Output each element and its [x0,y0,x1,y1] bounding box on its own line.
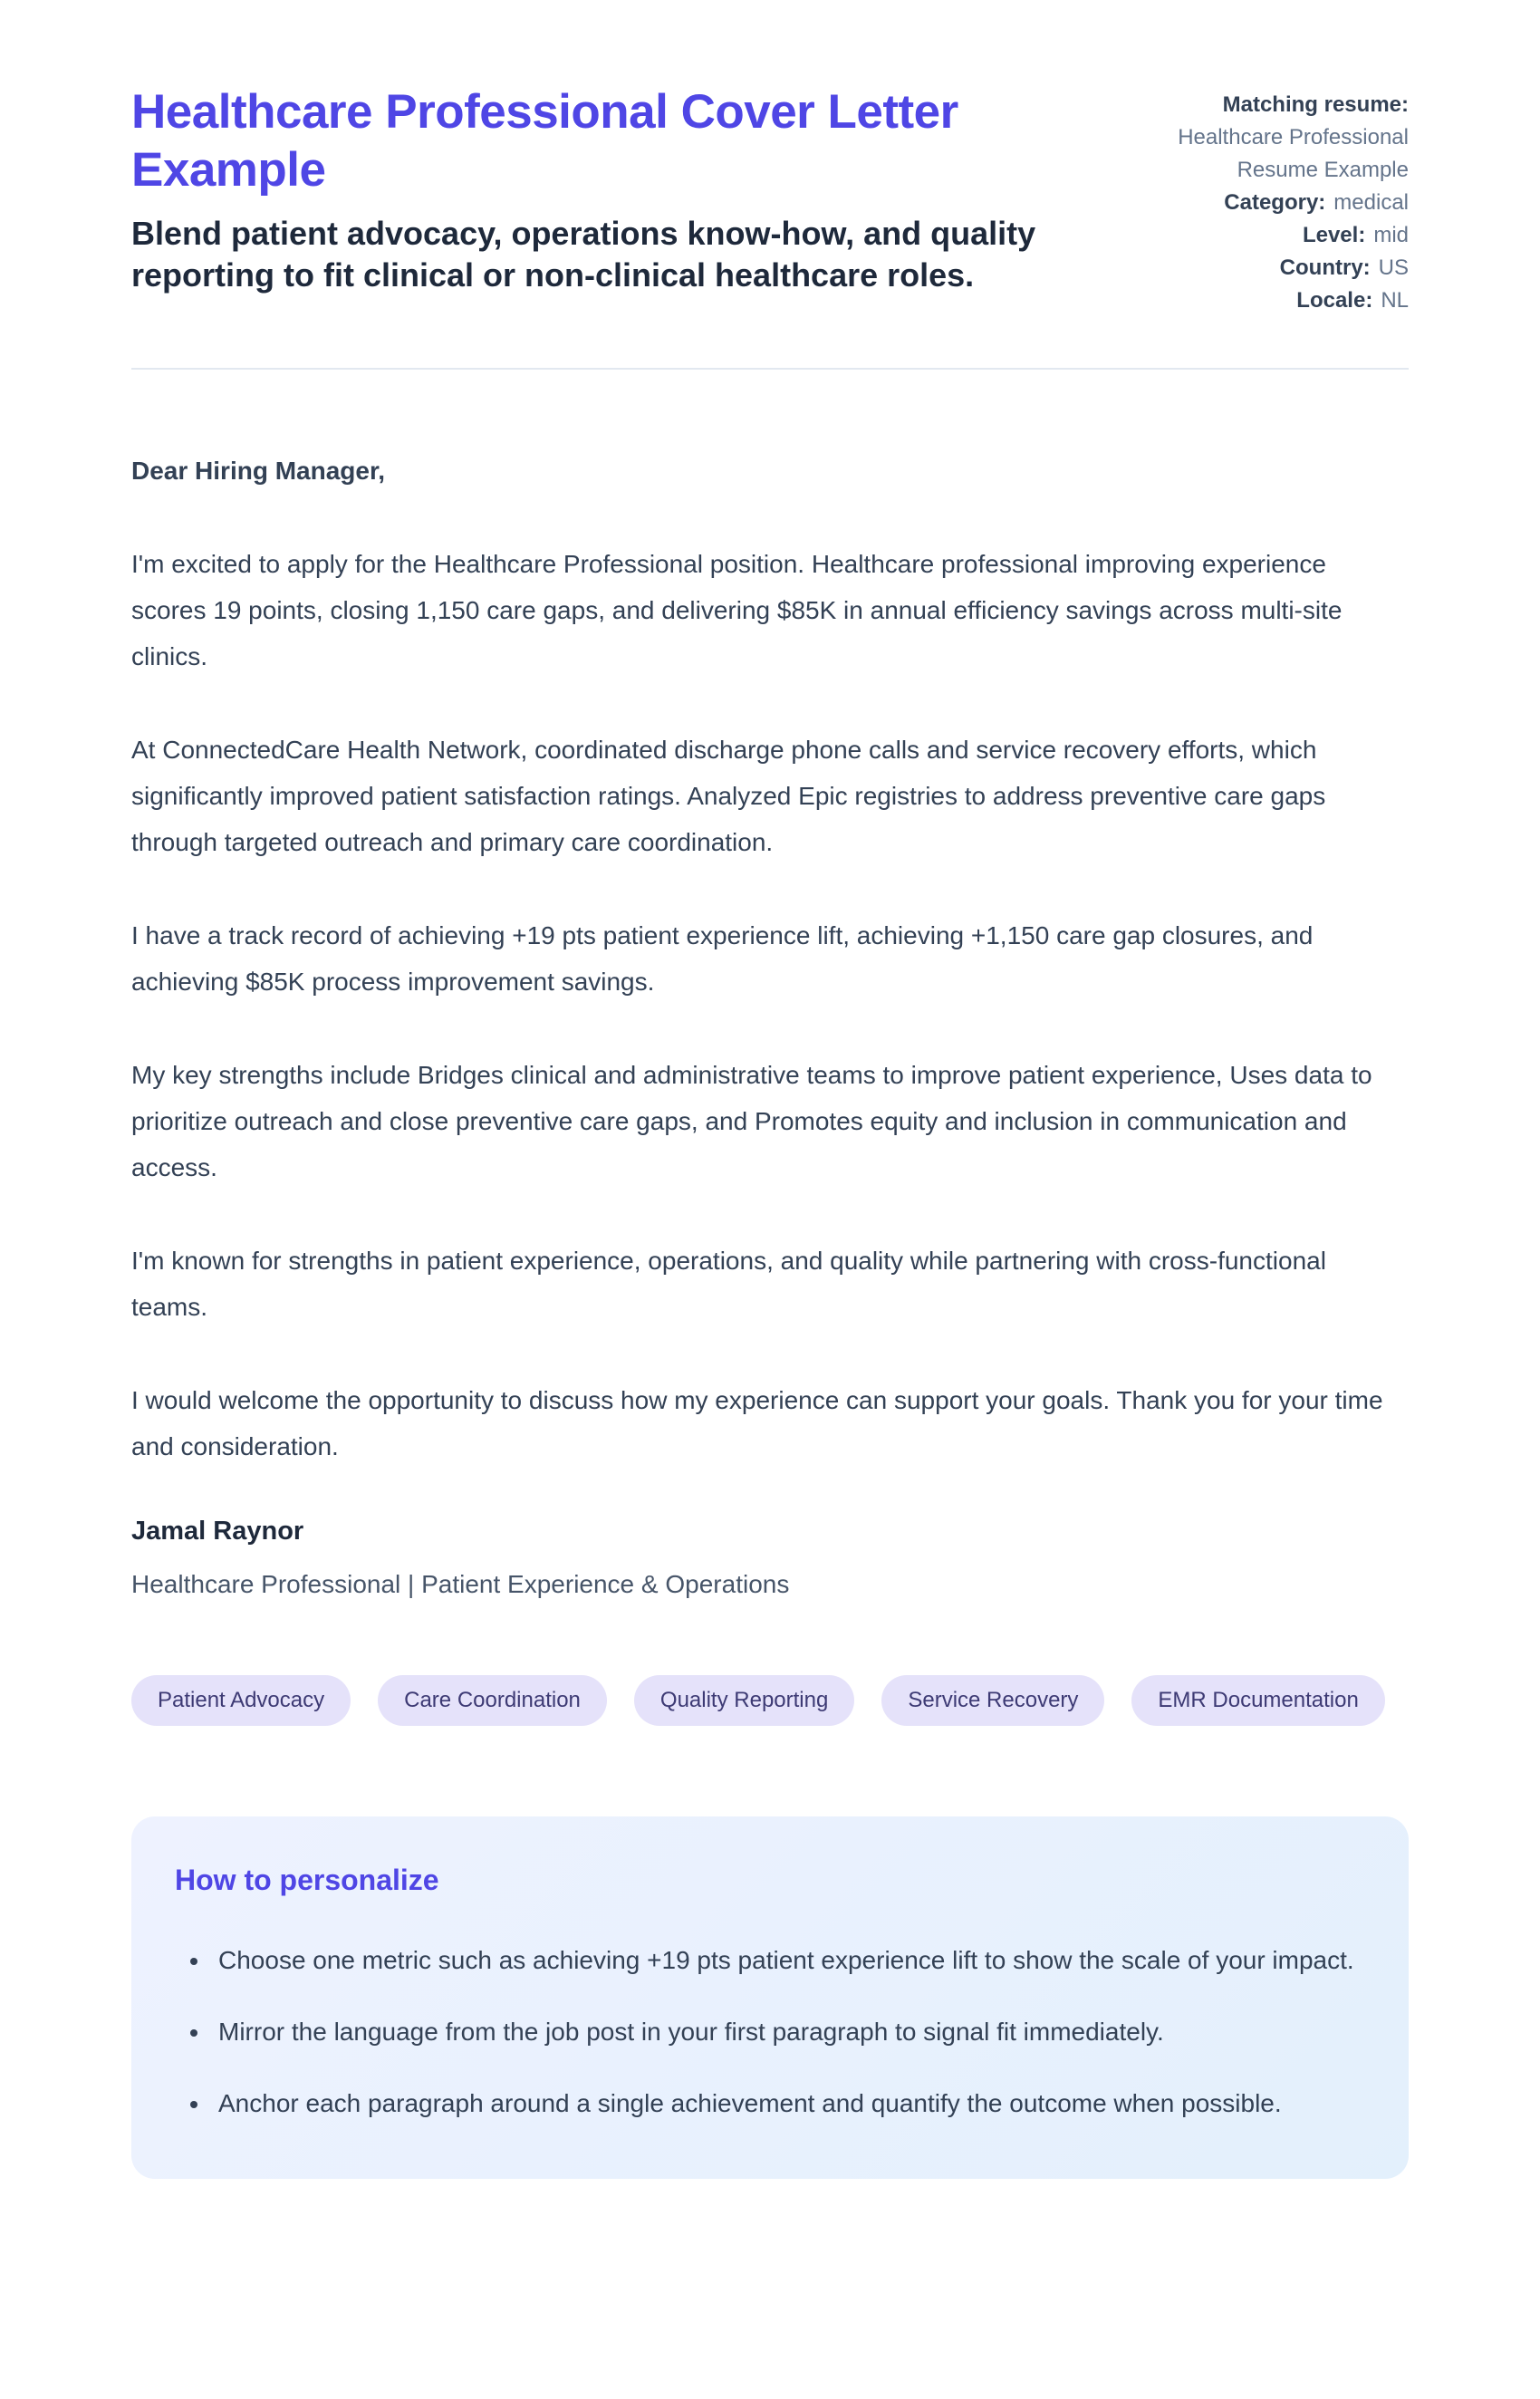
letter-paragraph: My key strengths include Bridges clinical and administrative teams to improve patient experience, Uses data to prioritize outreach and close preventive care gaps, and Promotes equity and inclusion in communication and access. [131,1061,1372,1181]
letter-paragraph: I'm excited to apply for the Healthcare Professional position. Healthcare professional improving experience scores 19 points, closing 1,150 care gaps, and delivering $85K in annual efficiency savings across multi-site clinics. [131,550,1343,670]
personalize-tip: • Anchor each paragraph around a single achievement and quantify the outcome when possible. [211,2080,1365,2126]
letter-paragraph: At ConnectedCare Health Network, coordinated discharge phone calls and service recovery efforts, which significantly improved patient satisfaction ratings. Analyzed Epic registries to address preventive care gaps through targeted outreach and primary care coordination. [131,736,1326,856]
tag-patient-advocacy[interactable]: Patient Advocacy [131,1675,351,1726]
meta-label-level: Level: [1302,223,1366,247]
meta-label-locale: Locale: [1296,288,1373,313]
personalize-heading: How to personalize [175,1864,439,1896]
meta-value-level: mid [1373,223,1409,247]
personalize-box [131,1816,1409,2179]
meta-row-category [1137,187,1409,219]
tag-care-coordination[interactable]: Care Coordination [378,1675,607,1726]
salutation: Dear Hiring Manager, [131,457,386,485]
skill-tags [131,1675,1409,1726]
meta-row-country [1137,252,1409,284]
meta-value-country: US [1378,255,1409,280]
page-subtitle: Blend patient advocacy, operations know-how, and quality reporting to fit clinical or non-clinical healthcare roles. [131,215,1036,294]
cover-letter-page [131,0,1409,2211]
letter-paragraph: I'm known for strengths in patient experience, operations, and quality while partnering with cross-functional teams. [131,1247,1326,1321]
tag-quality-reporting[interactable]: Quality Reporting [634,1675,854,1726]
signature-name: Jamal Raynor [131,1517,304,1546]
meta-row-level [1137,219,1409,252]
signature-title: Healthcare Professional | Patient Experience & Operations [131,1570,790,1598]
page-title: Healthcare Professional Cover Letter Example [131,85,958,197]
meta-value-category: medical [1333,190,1409,215]
letter-paragraph: I have a track record of achieving +19 pts patient experience lift, achieving +1,150 care gap closures, and achieving $85K process improvement savings. [131,921,1314,996]
meta-panel [1137,83,1409,317]
matching-resume-link[interactable]: Healthcare Professional Resume Example [1178,125,1409,182]
tag-emr-documentation[interactable]: EMR Documentation [1131,1675,1384,1726]
meta-label-category: Category: [1224,190,1326,215]
personalize-tip: • Mirror the language from the job post in your first paragraph to signal fit immediately. [211,2009,1365,2055]
personalize-tip: • Choose one metric such as achieving +19 pts patient experience lift to show the scale of your impact. [211,1937,1365,1983]
meta-row-locale [1137,284,1409,317]
page-header [131,83,1409,370]
matching-resume-label: Matching resume: [1222,92,1409,117]
header-left [131,83,1046,296]
tag-service-recovery[interactable]: Service Recovery [881,1675,1104,1726]
letter-body [131,448,1409,1599]
letter-paragraph: I would welcome the opportunity to discuss how my experience can support your goals. Thank you for your time and consideration. [131,1386,1383,1460]
meta-label-country: Country: [1279,255,1371,280]
personalize-tip-list [175,1937,1365,2126]
meta-value-locale: NL [1381,288,1409,313]
